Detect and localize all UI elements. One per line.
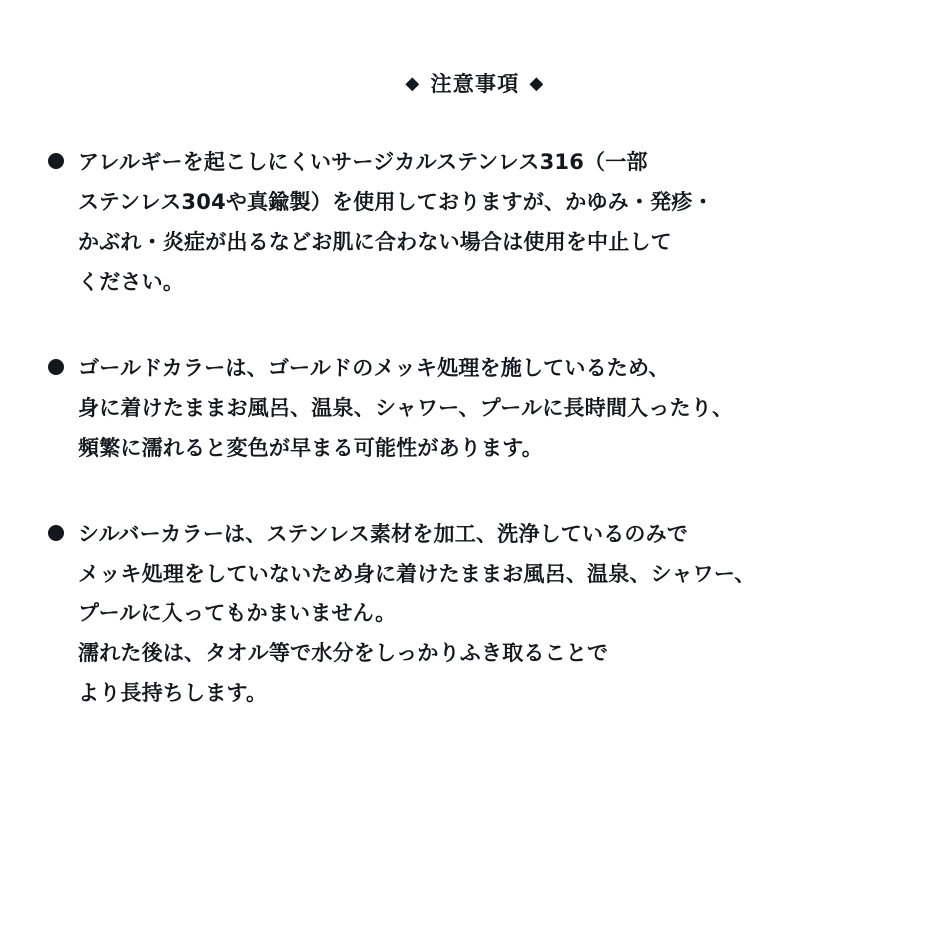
bullet-icon [48, 153, 64, 169]
text-line: ください。 [78, 270, 185, 295]
list-item-text [78, 349, 902, 469]
text-line: 頻繁に濡れると変色が早まる可能性があります。 [78, 435, 543, 460]
page-title-text: 注意事項 [430, 72, 520, 96]
text-line: アレルギーを起こしにくいサージカルステンレス316（一部 [78, 150, 648, 175]
bullet-icon [48, 359, 64, 375]
text-line: プールに入ってもかまいません。 [78, 601, 397, 626]
text-line: かぶれ・炎症が出るなどお肌に合わない場合は使用を中止して [78, 230, 672, 255]
text-line: 濡れた後は、タオル等で水分をしっかりふき取ることで [78, 641, 609, 666]
list-item [48, 515, 902, 714]
list-item [48, 349, 902, 469]
text-line: 身に着けたままお風呂、温泉、シャワー、プールに長時間入ったり、 [78, 395, 734, 420]
page-title [48, 70, 902, 99]
notice-list [48, 143, 902, 714]
diamond-right-icon: ◆ [529, 73, 545, 94]
list-item-text [78, 143, 902, 303]
list-item [48, 143, 902, 303]
text-line: ステンレス304や真鍮製）を使用しておりますが、かゆみ・発疹・ [78, 190, 714, 215]
bullet-icon [48, 525, 64, 541]
list-item-text [78, 515, 902, 714]
diamond-left-icon: ◆ [405, 73, 421, 94]
text-line: より長持ちします。 [78, 681, 268, 706]
text-line: メッキ処理をしていないため身に着けたままお風呂、温泉、シャワー、 [78, 561, 756, 586]
text-line: ゴールドカラーは、ゴールドのメッキ処理を施しているため、 [78, 355, 670, 380]
text-line: シルバーカラーは、ステンレス素材を加工、洗浄しているのみで [78, 521, 689, 546]
